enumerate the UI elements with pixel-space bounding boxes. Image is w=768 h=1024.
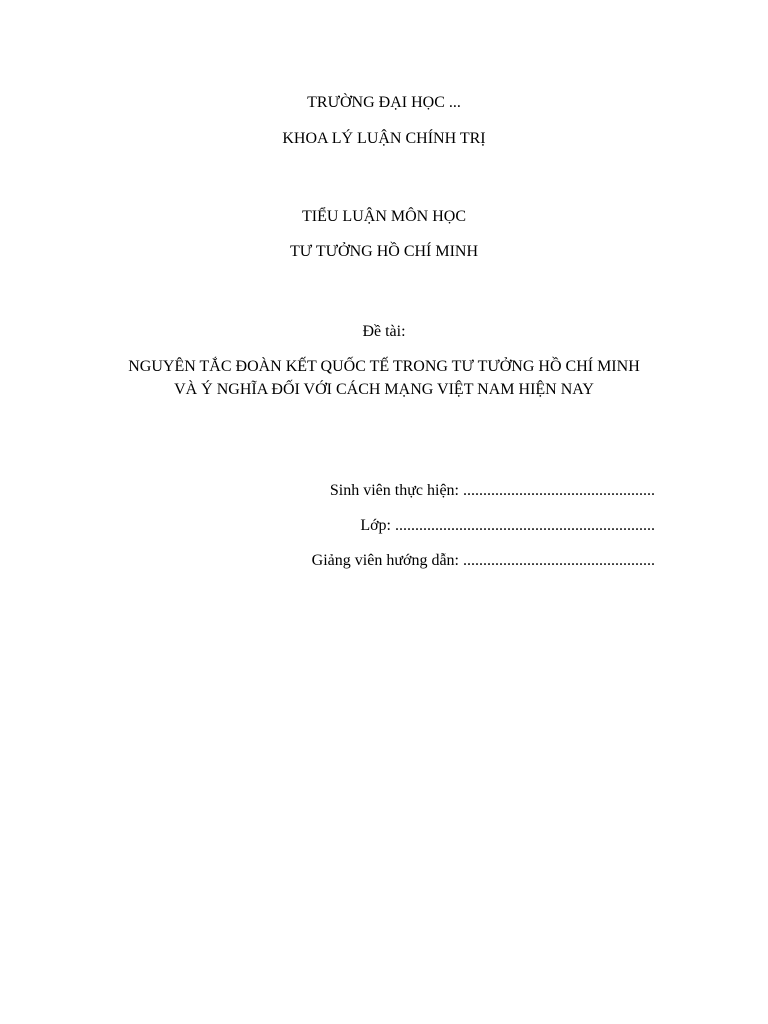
topic-label: Đề tài: [362, 323, 406, 340]
course-name: TƯ TƯỞNG HỒ CHÍ MINH [289, 243, 479, 260]
topic-title-line-1: NGUYÊN TẮC ĐOÀN KẾT QUỐC TẾ TRONG TƯ TƯỞNG HỒ CHÍ MINH [128, 358, 640, 375]
student-field: Sinh viên thực hiện: ................................................ [329, 482, 655, 499]
faculty-name: KHOA LÝ LUẬN CHÍNH TRỊ [282, 130, 486, 147]
course-type: TIỂU LUẬN MÔN HỌC [302, 208, 466, 225]
topic-title-line-2: VÀ Ý NGHĨA ĐỐI VỚI CÁCH MẠNG VIỆT NAM HIỆN NAY [174, 381, 594, 398]
instructor-field: Giảng viên hướng dẫn: ................................................ [311, 552, 655, 569]
university-name: TRƯỜNG ĐẠI HỌC ... [307, 94, 461, 111]
class-field: Lớp: ................................................................. [360, 517, 655, 534]
